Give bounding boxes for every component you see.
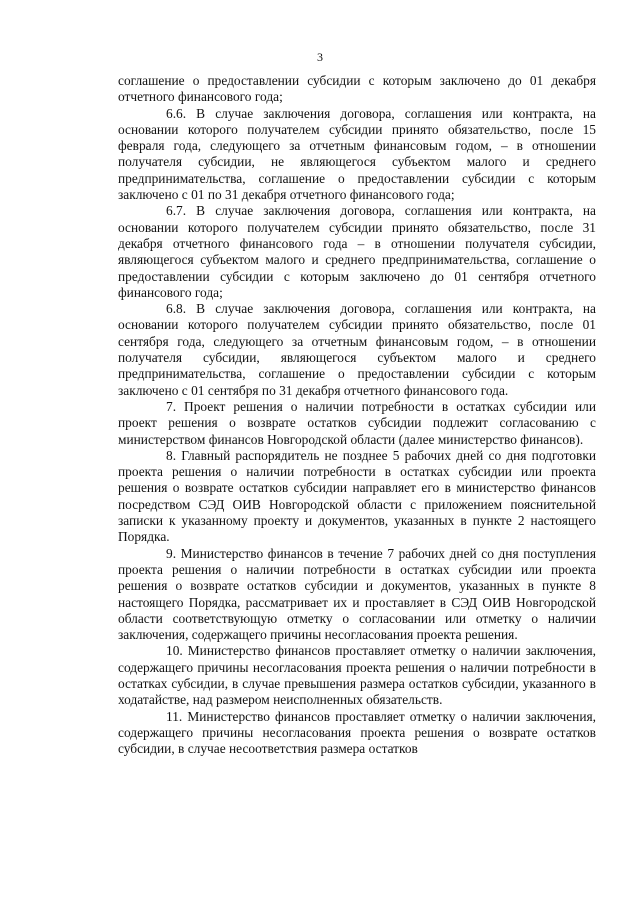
paragraph-11: 11. Министерство финансов проставляет отметку о наличии заключения, содержащего причины несогласования проекта решения о возврате остатков субсидии, в случае несоответствия размера остатков bbox=[118, 708, 596, 757]
document-body bbox=[118, 73, 596, 757]
paragraph-9: 9. Министерство финансов в течение 7 рабочих дней со дня поступления проекта решения о наличии потребности в остатках субсидии или проекта решения о возврате остатков субсидии и документов, указанных в пункте 8 настоящего Порядка, рассматривает их и проставляет в СЭД ОИВ Новгородской области соответствующую отметку о согласовании или отметку о наличии заключения, содержащего причины несогласования проекта решения. bbox=[118, 545, 596, 643]
paragraph-6-7: 6.7. В случае заключения договора, соглашения или контракта, на основании которого получателем субсидии принято обязательство, после 31 декабря отчетного финансового года – в отношении получателя субсидии, являющегося субъектом малого и среднего предпринимательства, соглашение о предоставлении субсидии с которым заключено до 01 сентября отчетного финансового года; bbox=[118, 203, 596, 300]
paragraph-continuation: соглашение о предоставлении субсидии с которым заключено до 01 декабря отчетного финансового года; bbox=[118, 73, 596, 105]
paragraph-10: 10. Министерство финансов проставляет отметку о наличии заключения, содержащего причины несогласования проекта решения о наличии потребности в остатках субсидии, в случае превышения размера остатков субсидии, указанного в ходатайстве, над размером неисполненных обязательств. bbox=[118, 643, 596, 708]
paragraph-7: 7. Проект решения о наличии потребности в остатках субсидии или проект решения о возврате остатков субсидии подлежит согласованию с министерством финансов Новгородской области (далее министерство финансов). bbox=[118, 398, 596, 447]
page-number: 3 bbox=[317, 50, 323, 64]
paragraph-6-8: 6.8. В случае заключения договора, соглашения или контракта, на основании которого получателем субсидии принято обязательство, после 01 сентября года, следующего за отчетным финансовым годом, – в отношении получателя субсидии, являющегося субъектом малого и среднего предпринимательства, соглашение о предоставлении субсидии с которым заключено с 01 сентября по 31 декабря отчетного финансового года. bbox=[118, 301, 596, 398]
paragraph-8: 8. Главный распорядитель не позднее 5 рабочих дней со дня подготовки проекта решения о наличии потребности в остатках субсидии или проекта решения о возврате остатков субсидии направляет его в министерство финансов посредством СЭД ОИВ Новгородской области с приложением пояснительной записки к указанному проекту и документов, указанных в пункте 2 настоящего Порядка. bbox=[118, 447, 596, 545]
paragraph-6-6: 6.6. В случае заключения договора, соглашения или контракта, на основании которого получателем субсидии принято обязательство, после 15 февраля года, следующего за отчетным финансовым годом, – в отношении получателя субсидии, не являющегося субъектом малого и среднего предпринимательства, соглашение о предоставлении субсидии с которым заключено с 01 по 31 декабря отчетного финансового года; bbox=[118, 105, 596, 203]
